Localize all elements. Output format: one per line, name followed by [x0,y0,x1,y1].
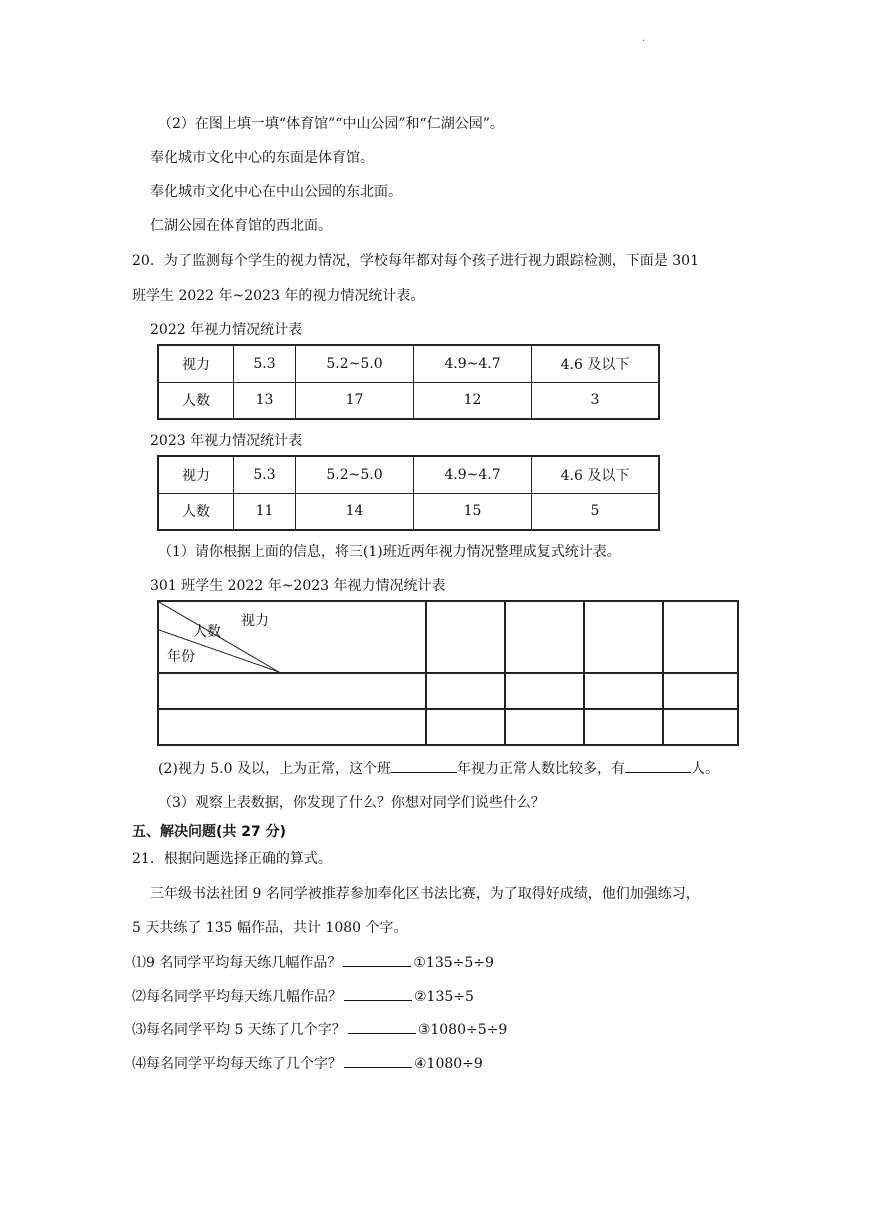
table-header-cell: 视力 [158,345,234,382]
blank-cell[interactable] [505,709,584,745]
answer-blank-count[interactable] [625,758,691,773]
combined-table [157,600,739,746]
blank-cell[interactable] [663,673,738,709]
table-header-cell: 4.9~4.7 [414,345,532,382]
q21-item [132,952,494,972]
q20-sub1: （1）请你根据上面的信息，将三(1)班近两年视力情况整理成复式统计表。 [158,544,621,560]
table-header-cell: 5.3 [234,345,296,382]
answer-blank-year[interactable] [391,758,457,773]
q21-question: ⑵每名同学平均每天练几幅作品？ [132,989,342,1005]
table-2022-title: 2022 年视力情况统计表 [150,322,303,338]
table-cell: 人数 [158,493,234,530]
q21-question: ⑶每名同学平均 5 天练了几个字？ [132,1022,346,1038]
table-header-cell: 4.6 及以下 [532,345,660,382]
blank-cell[interactable] [584,673,663,709]
q20-sub2-part2: 年视力正常人数比较多，有 [457,761,625,777]
table-header-cell: 5.2~5.0 [296,345,414,382]
answer-blank[interactable] [348,1019,416,1034]
table-header-cell: 视力 [158,456,234,493]
blank-cell[interactable] [584,709,663,745]
q21-question: ⑴9 名同学平均每天练几幅作品？ [132,955,342,971]
q21-option: ②135÷5 [414,989,474,1005]
blank-cell[interactable] [158,673,426,709]
table-2023-title: 2023 年视力情况统计表 [150,433,303,449]
blank-cell[interactable] [426,673,505,709]
table-cell: 3 [532,382,660,419]
corner-label-vision: 视力 [241,613,269,629]
table-cell: 11 [234,493,296,530]
q20-sub3: （3）观察上表数据，你发现了什么？你想对同学们说些什么？ [158,795,545,811]
q20-sub2-part3: 人。 [691,761,719,777]
corner-label-count: 人数 [193,624,221,640]
blank-cell[interactable] [663,601,738,673]
q21-question: ⑷每名同学平均每天练了几个字？ [132,1056,342,1072]
q19-line2: 奉化城市文化中心在中山公园的东北面。 [150,184,402,200]
q19-line1: 奉化城市文化中心的东面是体育馆。 [150,150,374,166]
diagonal-header-cell [158,601,426,673]
table-cell: 17 [296,382,414,419]
table-cell: 14 [296,493,414,530]
q20-intro-line1: 20．为了监测每个学生的视力情况，学校每年都对每个孩子进行视力跟踪检测，下面是 301 [132,253,699,269]
blank-cell[interactable] [426,601,505,673]
blank-cell[interactable] [505,673,584,709]
answer-blank[interactable] [344,1053,412,1068]
q21-item [132,1053,483,1073]
table-cell: 13 [234,382,296,419]
q20-sub2-part1: (2)视力 5.0 及以，上为正常，这个班 [158,761,391,777]
q19-sub2: （2）在图上填一填“体育馆”“中山公园”和“仁湖公园”。 [158,116,504,132]
blank-cell[interactable] [663,709,738,745]
section-heading: 五、解决问题(共 27 分) [132,824,287,840]
answer-blank[interactable] [344,986,412,1001]
q19-line3: 仁湖公园在体育馆的西北面。 [150,218,332,234]
q21-item [132,1019,507,1039]
answer-blank[interactable] [343,952,411,967]
blank-cell[interactable] [158,709,426,745]
table-cell: 5 [532,493,660,530]
q21-para-line2: 5 天共练了 135 幅作品，共计 1080 个字。 [132,920,408,936]
table-2023 [157,455,660,531]
table-cell: 12 [414,382,532,419]
blank-cell[interactable] [584,601,663,673]
q20-intro-line2: 班学生 2022 年~2023 年的视力情况统计表。 [132,288,425,304]
table-header-cell: 4.6 及以下 [532,456,660,493]
page-mark: · [642,36,646,47]
q21-option: ③1080÷5÷9 [417,1022,508,1038]
table-cell: 15 [414,493,532,530]
q21-item [132,986,474,1006]
q20-sub2 [158,758,719,778]
blank-cell[interactable] [426,709,505,745]
table-2022 [157,344,660,420]
table-header-cell: 5.2~5.0 [296,456,414,493]
q21-option: ①135÷5÷9 [413,955,494,971]
table-header-cell: 5.3 [234,456,296,493]
q21-para-line1: 三年级书法社团 9 名同学被推荐参加奉化区书法比赛，为了取得好成绩，他们加强练习， [150,886,700,902]
combined-table-title: 301 班学生 2022 年~2023 年视力情况统计表 [150,578,446,594]
table-header-cell: 4.9~4.7 [414,456,532,493]
q21-intro: 21．根据问题选择正确的算式。 [132,851,332,867]
table-cell: 人数 [158,382,234,419]
corner-label-year: 年份 [167,649,195,665]
q21-option: ④1080÷9 [414,1056,483,1072]
blank-cell[interactable] [505,601,584,673]
